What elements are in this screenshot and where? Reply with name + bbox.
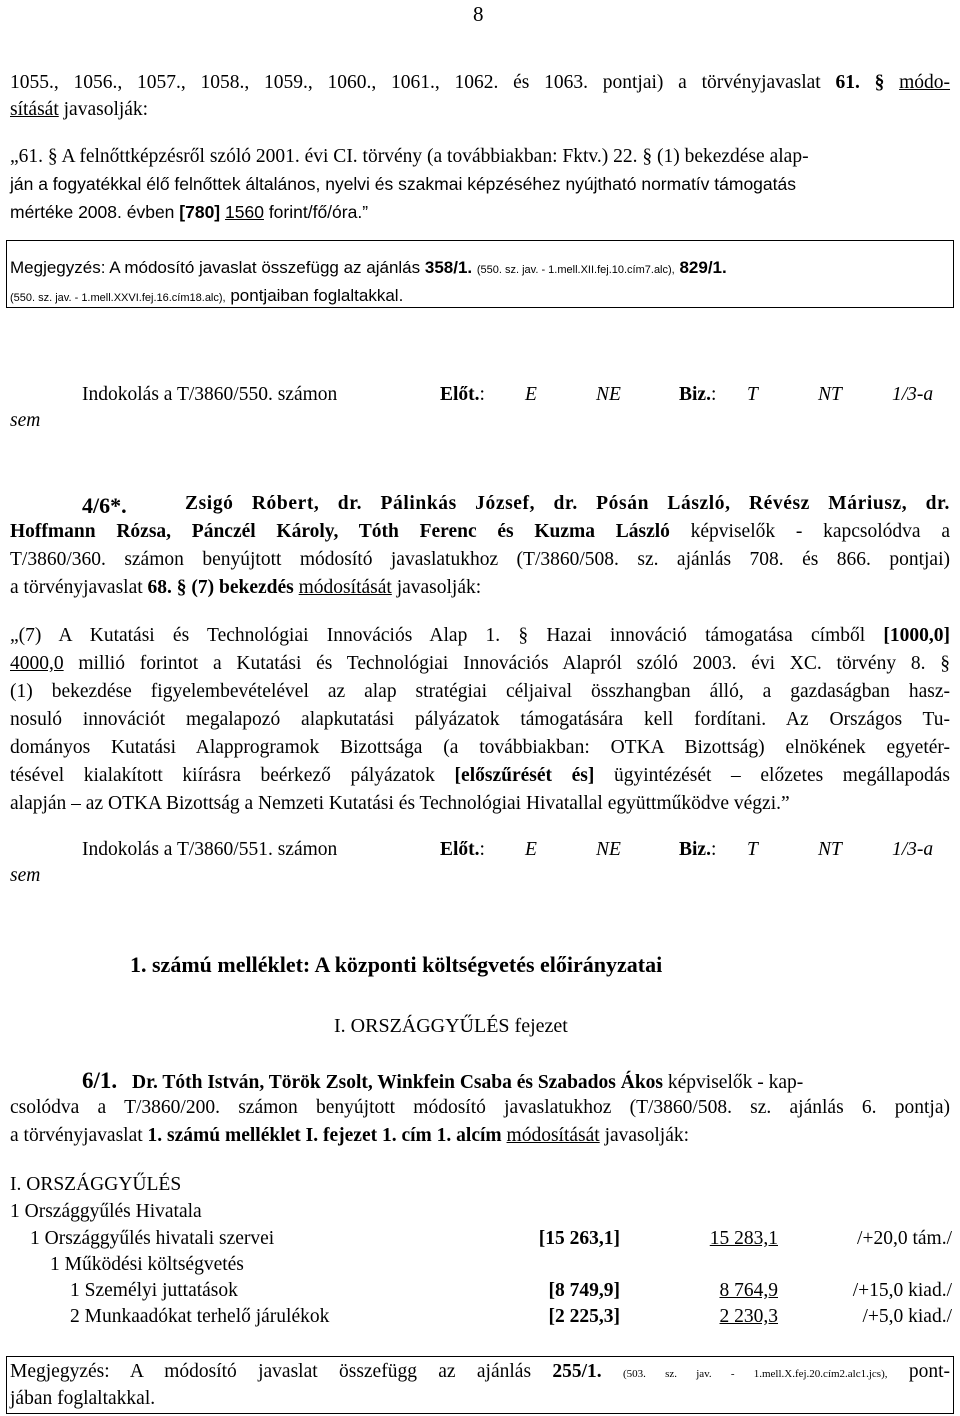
item-line bbox=[82, 1068, 803, 1094]
vote-e: E bbox=[525, 384, 537, 405]
vote-elot bbox=[440, 384, 485, 406]
budget-row-label: 1 Országgyűlés Hivatala bbox=[10, 1201, 202, 1222]
vote-elot bbox=[440, 839, 485, 861]
authors: Tóth István, Török Zsolt, Winkfein Csaba és Szabados Ákos bbox=[157, 1072, 664, 1093]
bold-text: 1. számú melléklet I. fejezet 1. cím 1. alcím bbox=[147, 1125, 502, 1146]
budget-old-value: [2 225,3] bbox=[548, 1306, 620, 1327]
vote-e: E bbox=[525, 839, 537, 860]
budget-row-label: 1 Országgyűlés hivatali szervei bbox=[30, 1228, 275, 1249]
text: forint/fő/óra.” bbox=[263, 202, 369, 222]
text: millió forintot a Kutatási és Technológiai Innovációs Alapról szóló 2003. évi XC. törvény 8. § bbox=[63, 653, 950, 674]
paragraph-line: (1) bekezdése figyelembevételével az alap stratégiai céljaival összhangban álló, a gazdaságban hasz- bbox=[10, 681, 950, 702]
budget-change: /+15,0 kiad./ bbox=[852, 1280, 952, 1301]
bold-text: 829/1. bbox=[679, 258, 727, 277]
text: javasolják: bbox=[599, 1125, 690, 1146]
budget-row-label: 1 Működési költségvetés bbox=[50, 1254, 244, 1275]
budget-new-value: 15 283,1 bbox=[709, 1228, 778, 1249]
text: mértéke 2008. évben bbox=[10, 202, 180, 222]
text: a törvényjavaslat bbox=[10, 1125, 148, 1146]
paragraph-line bbox=[10, 202, 368, 223]
bold-text: [780] bbox=[179, 202, 221, 222]
bold-text: 358/1. bbox=[424, 258, 473, 277]
underlined-text: 4000,0 bbox=[10, 653, 64, 674]
budget-table-title: I. ORSZÁGGYŰLÉS bbox=[10, 1174, 182, 1195]
bold-text: 255/1. bbox=[552, 1361, 602, 1382]
item-number: 4/6*. bbox=[82, 493, 127, 518]
text: pontjaiban foglaltakkal. bbox=[225, 286, 404, 305]
text: javasolják: bbox=[58, 99, 149, 120]
budget-old-value: [8 749,9] bbox=[548, 1280, 620, 1301]
small-text: (550. sz. jav. - 1.mell.XII.fej.10.cím7.alc), bbox=[476, 264, 675, 276]
colon: : bbox=[710, 839, 717, 860]
paragraph-line: dományos Kutatási Alapprogramok Bizottsága (a továbbiakban: OTKA Bizottság) elnökének egyetér- bbox=[10, 737, 950, 758]
vote-t: T bbox=[747, 384, 758, 405]
text: képviselők - kapcsolódva a bbox=[669, 521, 950, 542]
bold-text: [1000,0] bbox=[883, 625, 950, 646]
bold-text: 61. § bbox=[835, 72, 885, 93]
elot-label: Előt. bbox=[440, 384, 480, 405]
text: tésével kialakított kiírásra beérkező pályázatok bbox=[10, 765, 455, 786]
text: javasolják: bbox=[391, 577, 482, 598]
note-box bbox=[6, 240, 954, 308]
justification-text: Indokolás a T/3860/551. számon bbox=[82, 839, 338, 860]
note-line bbox=[10, 1361, 950, 1383]
dr-label: Dr. bbox=[132, 1072, 158, 1093]
authors-line bbox=[10, 521, 950, 543]
colon: : bbox=[479, 839, 485, 860]
paragraph-line bbox=[10, 1125, 689, 1147]
paragraph-line: T/3860/360. számon benyújtott módosító javaslatukhoz (T/3860/508. sz. ajánlás 708. és 866. pontjai) bbox=[10, 549, 950, 570]
item-number: 6/1. bbox=[82, 1068, 118, 1093]
paragraph-line bbox=[10, 72, 950, 94]
paragraph-line bbox=[10, 99, 148, 121]
vote-sem: sem bbox=[10, 410, 41, 431]
vote-biz bbox=[679, 839, 716, 861]
budget-change: /+5,0 kiad./ bbox=[862, 1306, 952, 1327]
text: a törvényjavaslat bbox=[10, 577, 148, 598]
vote-third: 1/3-a bbox=[892, 839, 934, 860]
vote-third: 1/3-a bbox=[892, 384, 934, 405]
text: 1055., 1056., 1057., 1058., 1059., 1060., 1061., 1062. és 1063. pontjai) a törvényjavaslat bbox=[10, 72, 836, 93]
budget-old-value: [15 263,1] bbox=[538, 1228, 620, 1249]
budget-row-label: 1 Személyi juttatások bbox=[70, 1280, 238, 1301]
authors-line: Zsigó Róbert, dr. Pálinkás József, dr. Pósán László, Révész Máriusz, dr. bbox=[185, 493, 950, 514]
paragraph-line: csolódva a T/3860/200. számon benyújtott módosító javaslatukhoz (T/3860/508. sz. ajánlás 6. pontja) bbox=[10, 1097, 950, 1118]
paragraph-line bbox=[10, 765, 950, 787]
vote-sem: sem bbox=[10, 865, 41, 886]
budget-new-value: 2 230,3 bbox=[719, 1306, 778, 1327]
vote-ne: NE bbox=[596, 839, 621, 860]
justification-text: Indokolás a T/3860/550. számon bbox=[82, 384, 338, 405]
small-text: (550. sz. jav. - 1.mell.XXVI.fej.16.cím18.alc), bbox=[10, 292, 226, 304]
vote-biz bbox=[679, 384, 716, 406]
budget-row-label: 2 Munkaadókat terhelő járulékok bbox=[70, 1306, 330, 1327]
paragraph-line bbox=[10, 653, 950, 675]
biz-label: Biz. bbox=[679, 384, 711, 405]
underlined-text: 1560 bbox=[225, 202, 264, 222]
colon: : bbox=[479, 384, 485, 405]
bold-text: [előszűrését és] bbox=[454, 765, 595, 786]
note-line: jában foglaltakkal. bbox=[10, 1388, 156, 1409]
annex-subheading: I. ORSZÁGGYŰLÉS fejezet bbox=[334, 1015, 568, 1037]
paragraph-line bbox=[10, 577, 481, 599]
paragraph-line: ján a fogyatékkal élő felnőttek általános, nyelvi és szakmai képzéséhez nyújtható normatív támogatás bbox=[10, 174, 796, 194]
text: ügyintézését – előzetes megállapodás bbox=[594, 765, 951, 786]
page-number: 8 bbox=[473, 2, 484, 26]
vote-nt: NT bbox=[818, 839, 842, 860]
vote-nt: NT bbox=[818, 384, 842, 405]
vote-ne: NE bbox=[596, 384, 621, 405]
paragraph-line: „61. § A felnőttképzésről szóló 2001. évi CI. törvény (a továbbiakban: Fktv.) 22. § (1) bekezdése alap- bbox=[10, 146, 809, 167]
text: képviselők - kap- bbox=[663, 1072, 804, 1093]
text: Megjegyzés: A módosító javaslat összefügg az ajánlás bbox=[10, 1361, 553, 1382]
biz-label: Biz. bbox=[679, 839, 711, 860]
budget-new-value: 8 764,9 bbox=[719, 1280, 778, 1301]
paragraph-line: nosuló innovációt megalapozó alapkutatási pályázatok támogatására kell fordítani. Az Országos Tu- bbox=[10, 709, 950, 730]
text: pont- bbox=[887, 1361, 950, 1382]
vote-t: T bbox=[747, 839, 758, 860]
underlined-text: módo- bbox=[899, 72, 951, 93]
budget-change: /+20,0 tám./ bbox=[857, 1228, 952, 1249]
text: Megjegyzés: A módosító javaslat összefügg az ajánlás bbox=[10, 258, 425, 277]
text: „(7) A Kutatási és Technológiai Innovációs Alap 1. § Hazai innováció támogatása címből bbox=[10, 625, 884, 646]
underlined-text: sítását bbox=[10, 99, 59, 120]
bold-text: Hoffmann Rózsa, Pánczél Károly, Tóth Ferenc és Kuzma László bbox=[10, 521, 670, 542]
bold-text: 68. § (7) bekezdés bbox=[147, 577, 294, 598]
elot-label: Előt. bbox=[440, 839, 480, 860]
underlined-text: módosítását bbox=[506, 1125, 600, 1146]
small-text: (503. sz. jav. - 1.mell.X.fej.20.cím2.alc1.jcs), bbox=[622, 1368, 888, 1380]
underlined-text: módosítását bbox=[298, 577, 392, 598]
colon: : bbox=[710, 384, 717, 405]
paragraph-line bbox=[10, 625, 950, 647]
paragraph-line: alapján – az OTKA Bizottság a Nemzeti Kutatási és Technológiai Hivatallal együttműködve végzi.” bbox=[10, 793, 790, 814]
annex-heading: 1. számú melléklet: A központi költségvetés előirányzatai bbox=[130, 952, 663, 977]
